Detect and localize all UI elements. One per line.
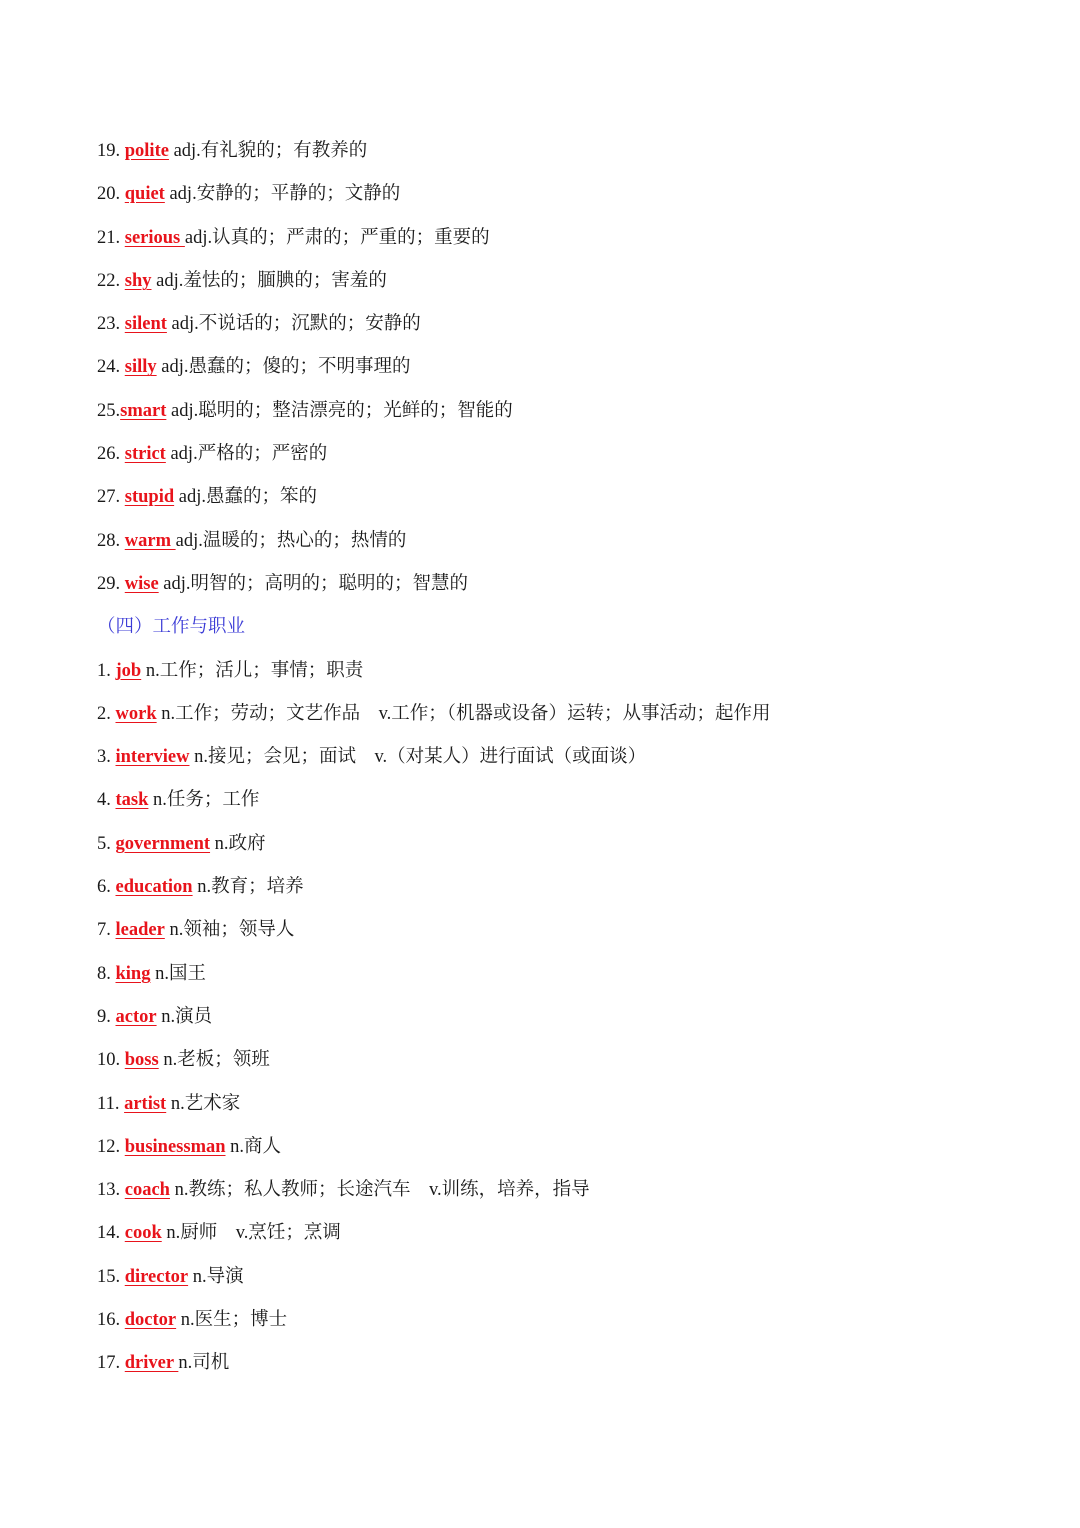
vocab-word: polite — [124, 141, 169, 161]
list-item — [97, 1169, 997, 1212]
vocab-definition: adj.羞怯的；腼腆的；害羞的 — [151, 270, 387, 291]
list-item — [97, 909, 997, 952]
list-item — [97, 996, 997, 1039]
vocab-definition: adj.认真的；严肃的；严重的；重要的 — [184, 227, 490, 248]
item-number: 9. — [97, 1006, 116, 1027]
list-item — [97, 650, 997, 693]
vocab-word: government — [115, 833, 211, 854]
vocab-word: coach — [124, 1180, 170, 1201]
item-number: 2. — [97, 703, 116, 724]
vocab-definition: n.演员 — [156, 1006, 213, 1027]
vocab-word: stupid — [124, 487, 175, 508]
item-number: 20. — [97, 184, 125, 205]
vocab-definition: n.艺术家 — [166, 1093, 241, 1114]
item-number: 15. — [97, 1266, 125, 1287]
vocab-definition: adj.安静的；平静的；文静的 — [164, 184, 401, 205]
list-item — [97, 779, 997, 822]
item-number: 17. — [97, 1353, 125, 1374]
vocab-word: serious — [124, 227, 185, 248]
vocab-definition: adj.愚蠢的；傻的；不明事理的 — [156, 357, 411, 378]
vocabulary-list — [97, 130, 997, 1386]
item-number: 6. — [97, 877, 116, 898]
item-number: 25. — [97, 400, 121, 421]
list-item — [97, 1083, 997, 1126]
vocab-definition: n.商人 — [225, 1136, 282, 1157]
item-number: 27. — [97, 487, 125, 508]
item-number: 12. — [97, 1136, 125, 1157]
vocab-definition: n.政府 — [210, 833, 266, 854]
item-number: 26. — [97, 444, 125, 465]
vocab-word: cook — [124, 1223, 162, 1244]
vocab-definition: adj.愚蠢的；笨的 — [174, 487, 317, 508]
list-item — [97, 130, 997, 173]
list-item — [97, 260, 997, 303]
vocab-word: smart — [120, 400, 167, 421]
list-item — [97, 173, 997, 216]
vocab-definition: adj.不说话的；沉默的；安静的 — [166, 314, 421, 335]
list-item — [97, 1299, 997, 1342]
vocab-definition: adj.有礼貌的；有教养的 — [168, 141, 368, 161]
list-item — [97, 823, 997, 866]
vocab-word: job — [115, 660, 142, 681]
vocab-word: wise — [124, 573, 159, 594]
item-number: 22. — [97, 270, 125, 291]
item-number: 19. — [97, 141, 125, 161]
vocab-definition: n.导演 — [188, 1266, 244, 1287]
vocab-word: shy — [124, 270, 152, 291]
vocab-definition: n.工作；劳动；文艺作品 v.工作；（机器或设备）运转；从事活动；起作用 — [156, 703, 771, 724]
vocab-word: actor — [115, 1006, 157, 1027]
vocab-word: king — [115, 963, 151, 984]
vocab-definition: n.接见；会见；面试 v.（对某人）进行面试（或面谈） — [189, 747, 647, 768]
list-item — [97, 563, 997, 606]
list-item — [97, 953, 997, 996]
vocab-word: silly — [124, 357, 157, 378]
list-item — [97, 1039, 997, 1082]
list-item — [97, 520, 997, 563]
vocab-word: driver — [124, 1353, 179, 1374]
vocab-definition: n.教育；培养 — [192, 877, 304, 898]
list-item — [97, 390, 997, 433]
item-number: 28. — [97, 530, 125, 551]
vocab-definition: n.教练；私人教师；长途汽车 v.训练，培养，指导 — [169, 1180, 590, 1201]
vocab-word: artist — [124, 1093, 167, 1114]
list-item — [97, 1212, 997, 1255]
vocab-word: strict — [124, 444, 166, 465]
vocab-word: work — [115, 703, 157, 724]
vocab-definition: adj.明智的；高明的；聪明的；智慧的 — [158, 573, 469, 594]
vocab-definition: n.老板；领班 — [158, 1050, 270, 1071]
item-number: 23. — [97, 314, 125, 335]
list-item — [97, 476, 997, 519]
vocab-word: warm — [124, 530, 176, 551]
vocab-definition: n.国王 — [150, 963, 206, 984]
vocab-definition: n.医生；博士 — [176, 1310, 288, 1331]
list-item — [97, 303, 997, 346]
section-heading: （四）工作与职业 — [97, 617, 246, 638]
vocab-word: doctor — [124, 1310, 177, 1331]
list-item — [97, 217, 997, 260]
list-item — [97, 693, 997, 736]
item-number: 29. — [97, 573, 125, 594]
vocab-word: businessman — [124, 1136, 226, 1157]
list-item — [97, 1256, 997, 1299]
item-number: 11. — [97, 1093, 125, 1114]
list-item — [97, 1342, 997, 1385]
vocab-definition: n.工作；活儿；事情；职责 — [141, 660, 364, 681]
item-number: 8. — [97, 963, 116, 984]
vocab-word: director — [124, 1266, 189, 1287]
vocab-definition: n.司机 — [178, 1353, 230, 1374]
vocab-definition: adj.温暖的；热心的；热情的 — [175, 530, 407, 551]
item-number: 10. — [97, 1050, 125, 1071]
list-item — [97, 346, 997, 389]
vocab-word: quiet — [124, 184, 165, 205]
item-number: 13. — [97, 1180, 125, 1201]
list-item — [97, 433, 997, 476]
item-number: 14. — [97, 1223, 125, 1244]
item-number: 24. — [97, 357, 125, 378]
item-number: 3. — [97, 747, 116, 768]
item-number: 5. — [97, 833, 116, 854]
vocab-definition: n.厨师 v.烹饪；烹调 — [161, 1223, 341, 1244]
list-item — [97, 1126, 997, 1169]
list-item — [97, 736, 997, 779]
vocab-word: leader — [115, 920, 165, 941]
vocab-word: interview — [115, 747, 190, 768]
list-item — [97, 866, 997, 909]
vocab-definition: n.任务；工作 — [148, 790, 260, 811]
item-number: 7. — [97, 920, 116, 941]
item-number: 16. — [97, 1310, 125, 1331]
vocab-definition: adj.聪明的；整洁漂亮的；光鲜的；智能的 — [166, 400, 513, 421]
vocab-word: education — [115, 877, 193, 898]
vocab-definition: n.领袖；领导人 — [164, 920, 295, 941]
vocab-word: boss — [124, 1050, 159, 1071]
item-number: 4. — [97, 790, 116, 811]
item-number: 1. — [97, 660, 116, 681]
item-number: 21. — [97, 227, 125, 248]
vocab-word: silent — [124, 314, 167, 335]
vocab-definition: adj.严格的；严密的 — [165, 444, 328, 465]
vocab-word: task — [115, 790, 149, 811]
